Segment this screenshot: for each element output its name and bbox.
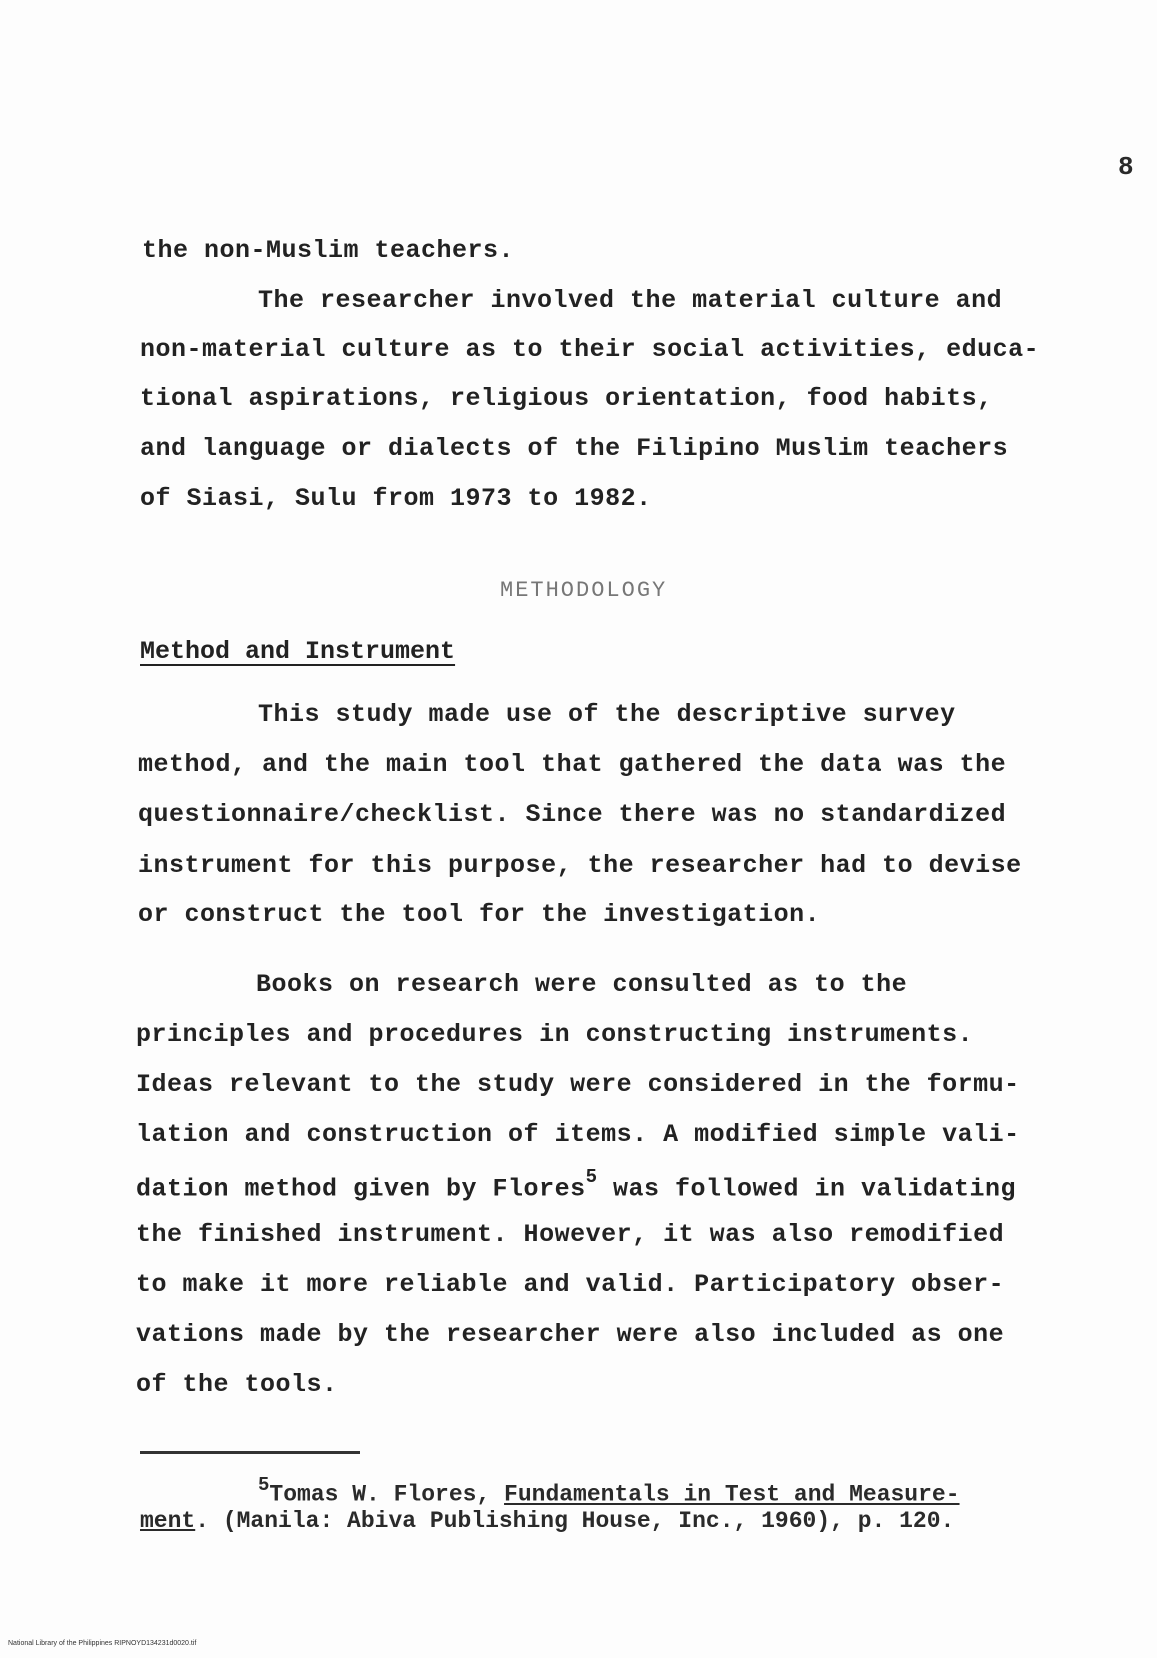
text-line: The researcher involved the material culture and (258, 286, 1003, 315)
footnote-reference: 5 (585, 1166, 598, 1188)
text-line: the non-Muslim teachers. (142, 236, 515, 265)
footnote-publication: . (Manila: Abiva Publishing House, Inc., 1960), p. 120. (195, 1507, 955, 1534)
footnote-line (140, 1508, 960, 1534)
text-line: method, and the main tool that gathered the data was the (138, 750, 1007, 779)
text-line: vations made by the researcher were also included as one (136, 1320, 1005, 1349)
text-line: principles and procedures in constructing instruments. (136, 1020, 974, 1049)
subheading: Method and Instrument (140, 637, 456, 666)
text-line: tional aspirations, religious orientation, food habits, (140, 384, 993, 413)
page-number: 8 (1118, 152, 1134, 182)
text-line: to make it more reliable and valid. Participatory obser- (136, 1270, 1005, 1299)
text-line: or construct the tool for the investigation. (138, 900, 821, 929)
text-line: instrument for this purpose, the researcher had to devise (138, 851, 1022, 880)
footnote-title-cont: ment (140, 1507, 196, 1534)
footnote-marker: 5 (258, 1474, 270, 1496)
section-heading: METHODOLOGY (500, 578, 668, 603)
footnote (140, 1474, 960, 1534)
text-line: This study made use of the descriptive survey (258, 700, 956, 729)
text-line: Books on research were consulted as to the (256, 970, 908, 999)
text-segment: dation method given by Flores (136, 1174, 586, 1204)
text-line: of Siasi, Sulu from 1973 to 1982. (140, 484, 652, 513)
text-line: questionnaire/checklist. Since there was no standardized (138, 800, 1007, 829)
footnote-line (140, 1474, 960, 1508)
text-line-with-footnote-ref (136, 1166, 1017, 1204)
text-line: Ideas relevant to the study were considered in the formu- (136, 1070, 1020, 1099)
footnote-title: Fundamentals in Test and Measure- (504, 1481, 960, 1508)
library-credit: National Library of the Philippines RIPNOYD134231d0020.tif (8, 1640, 197, 1647)
text-line: non-material culture as to their social activities, educa- (140, 335, 1040, 364)
text-line: of the tools. (136, 1370, 338, 1399)
footnote-author: Tomas W. Flores, (269, 1481, 505, 1508)
text-segment: was followed in validating (597, 1174, 1017, 1204)
text-line: and language or dialects of the Filipino Muslim teachers (140, 434, 1009, 463)
footnote-divider (140, 1451, 360, 1454)
text-line: lation and construction of items. A modified simple vali- (136, 1120, 1020, 1149)
text-line: the finished instrument. However, it was also remodified (136, 1220, 1005, 1249)
